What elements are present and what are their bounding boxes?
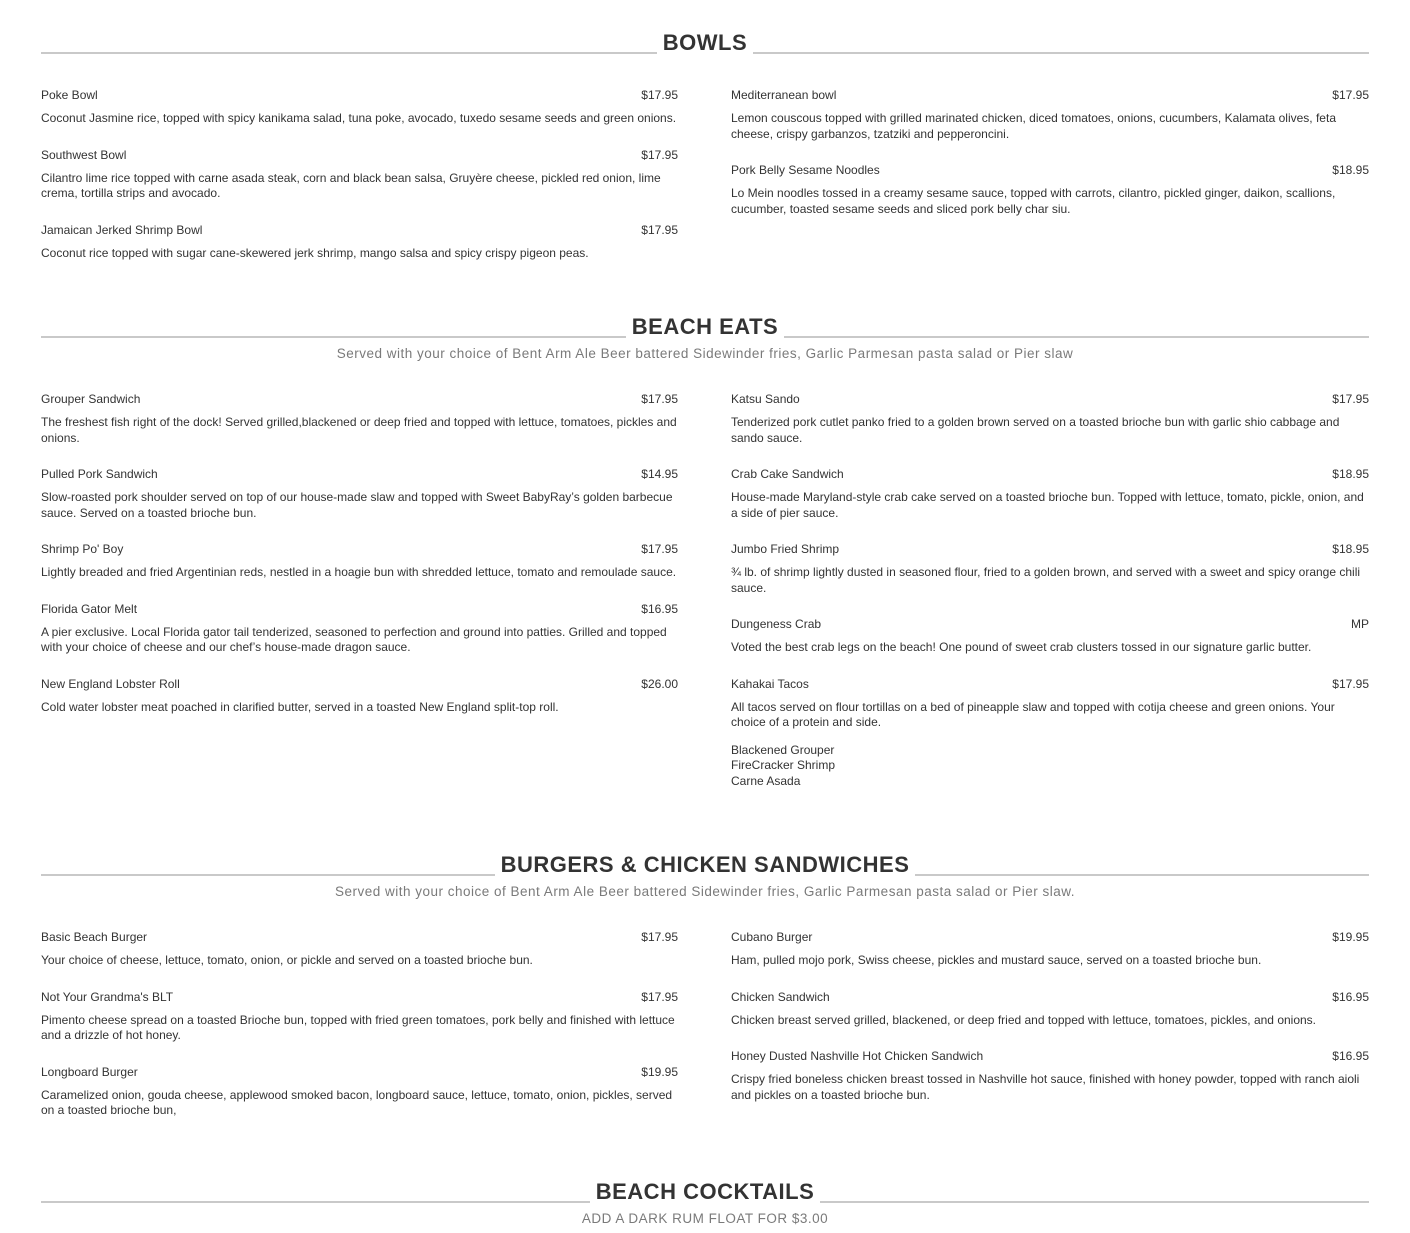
section-title: BOWLS xyxy=(657,30,753,56)
menu-item xyxy=(731,87,1369,142)
item-description: Coconut rice topped with sugar cane-skewered jerk shrimp, mango salsa and spicy crispy pigeon peas. xyxy=(41,245,589,260)
menu-item xyxy=(41,541,678,581)
item-name: Crab Cake Sandwich xyxy=(731,467,844,481)
item-name: Katsu Sando xyxy=(731,392,800,406)
item-name: Southwest Bowl xyxy=(41,147,127,162)
item-description: Chicken breast served grilled, blackened, or deep fried and topped with lettuce, tomatoes, pickles, and onions. xyxy=(731,1012,1317,1027)
menu-item xyxy=(731,162,1369,217)
menu-column-right xyxy=(731,87,1369,237)
item-price: $17.95 xyxy=(641,222,678,237)
item-name: Jamaican Jerked Shrimp Bowl xyxy=(41,222,203,237)
section-header xyxy=(41,1179,1369,1209)
item-name: Pulled Pork Sandwich xyxy=(41,467,158,481)
item-description: A pier exclusive. Local Florida gator tail tenderized, seasoned to perfection and ground into patties. Grilled and topped with your choice of cheese and our chef’s house-made dragon sauce. xyxy=(41,624,667,654)
item-name: Basic Beach Burger xyxy=(41,930,148,944)
item-price: $17.95 xyxy=(641,989,678,1004)
section-header xyxy=(41,30,1369,60)
option: Carne Asada xyxy=(731,773,801,788)
section-beach-eats xyxy=(41,314,1369,788)
menu-item xyxy=(41,601,678,656)
menu-item xyxy=(41,391,678,446)
item-description: House-made Maryland-style crab cake served on a toasted brioche bun. Topped with lettuce, tomato, pickle, onion, and a side of pier sauce. xyxy=(731,490,1364,520)
item-name: Pork Belly Sesame Noodles xyxy=(731,163,880,177)
menu-item xyxy=(731,929,1369,969)
item-description: Cilantro lime rice topped with carne asada steak, corn and black bean salsa, Gruyère cheese, pickled red onion, lime crema, tortilla strips and avocado. xyxy=(41,170,661,200)
menu-column-left xyxy=(41,87,678,281)
menu-item xyxy=(41,929,678,969)
menu-item xyxy=(731,616,1369,656)
menu-item xyxy=(41,989,678,1044)
item-price: $17.95 xyxy=(1332,88,1369,102)
section-subtitle: Served with your choice of Bent Arm Ale Beer battered Sidewinder fries, Garlic Parmesan pasta salad or Pier slaw xyxy=(336,346,1074,361)
item-price: $26.00 xyxy=(641,676,678,691)
item-name: Longboard Burger xyxy=(41,1064,138,1079)
item-description: Tenderized pork cutlet panko fried to a golden brown served on a toasted brioche bun with garlic shio cabbage and sando sauce. xyxy=(731,415,1340,445)
item-price: $18.95 xyxy=(1332,467,1369,481)
item-name: Poke Bowl xyxy=(41,88,98,102)
item-description: Voted the best crab legs on the beach! One pound of sweet crab clusters tossed in our signature garlic butter. xyxy=(731,640,1312,654)
item-name: Cubano Burger xyxy=(731,930,813,944)
menu-item xyxy=(41,87,678,127)
item-description: Cold water lobster meat poached in clarified butter, served in a toasted New England split-top roll. xyxy=(41,699,559,714)
item-name: Honey Dusted Nashville Hot Chicken Sandwich xyxy=(731,1049,984,1063)
item-price: $17.95 xyxy=(641,88,678,102)
item-description: Lo Mein noodles tossed in a creamy sesame sauce, topped with carrots, cilantro, pickled ginger, daikon, scallions, cucumber, toasted sesame seeds and sliced pork belly char siu. xyxy=(731,186,1336,216)
item-name: Not Your Grandma's BLT xyxy=(41,989,174,1004)
section-header xyxy=(41,852,1369,882)
item-price: $17.95 xyxy=(1332,676,1369,691)
item-name: Mediterranean bowl xyxy=(731,88,837,102)
item-price: MP xyxy=(1351,617,1369,631)
item-description: ¾ lb. of shrimp lightly dusted in seasoned flour, fried to a golden brown, and served with a sweet and spicy orange chili sauce. xyxy=(731,565,1361,595)
item-name: Jumbo Fried Shrimp xyxy=(731,542,840,556)
menu-item xyxy=(731,466,1369,521)
item-price: $16.95 xyxy=(1332,1049,1369,1063)
menu-item xyxy=(731,676,1369,790)
item-price: $17.95 xyxy=(641,930,678,944)
item-name: Kahakai Tacos xyxy=(731,676,809,691)
item-price: $16.95 xyxy=(1332,989,1369,1004)
item-description: Slow-roasted pork shoulder served on top of our house-made slaw and topped with Sweet BabyRay’s golden barbecue sauce. Served on a toasted brioche bun. xyxy=(41,490,673,520)
menu-item xyxy=(731,989,1369,1029)
item-description: Lemon couscous topped with grilled marinated chicken, diced tomatoes, onions, cucumbers, Kalamata olives, feta cheese, crispy garbanzos, tzatziki and pepperoncini. xyxy=(731,111,1336,141)
item-description: Your choice of cheese, lettuce, tomato, onion, or pickle and served on a toasted brioche bun. xyxy=(41,953,533,967)
option: FireCracker Shrimp xyxy=(731,758,836,772)
item-price: $17.95 xyxy=(641,392,678,406)
item-description: Coconut Jasmine rice, topped with spicy kanikama salad, tuna poke, avocado, tuxedo sesame seeds and green onions. xyxy=(41,111,677,125)
menu-item xyxy=(41,676,678,716)
item-price: $18.95 xyxy=(1332,163,1369,177)
item-price: $17.95 xyxy=(1332,392,1369,406)
item-price: $14.95 xyxy=(641,467,678,481)
section-subtitle: ADD A DARK RUM FLOAT FOR $3.00 xyxy=(581,1211,829,1226)
item-price: $17.95 xyxy=(641,147,678,162)
section-title: BEACH COCKTAILS xyxy=(590,1179,821,1205)
item-price: $17.95 xyxy=(641,542,678,556)
item-description: All tacos served on flour tortillas on a bed of pineapple slaw and topped with cotija cheese and green onions. Your choice of a protein and side. xyxy=(731,699,1335,729)
item-name: Grouper Sandwich xyxy=(41,392,141,406)
menu-item xyxy=(41,222,678,262)
menu-item xyxy=(41,147,678,202)
item-price: $19.95 xyxy=(1332,930,1369,944)
menu-item xyxy=(731,391,1369,446)
menu-item xyxy=(731,1048,1369,1103)
section-title: BURGERS & CHICKEN SANDWICHES xyxy=(495,852,916,878)
section-subtitle: Served with your choice of Bent Arm Ale Beer battered Sidewinder fries, Garlic Parmesan pasta salad or Pier slaw. xyxy=(334,884,1076,899)
item-description: Caramelized onion, gouda cheese, applewood smoked bacon, longboard sauce, lettuce, tomato, onion, pickles, served on a toasted brioche bun, xyxy=(41,1087,673,1117)
item-name: Shrimp Po' Boy xyxy=(41,542,124,556)
item-options xyxy=(731,743,1369,790)
menu-column-right xyxy=(731,929,1369,1123)
item-description: Pimento cheese spread on a toasted Brioche bun, topped with fried green tomatoes, pork belly and finished with lettuce and a drizzle of hot honey. xyxy=(41,1012,675,1042)
item-name: Chicken Sandwich xyxy=(731,989,830,1004)
item-description: Crispy fried boneless chicken breast tossed in Nashville hot sauce, finished with honey powder, topped with ranch aioli and pickles on a toasted brioche bun. xyxy=(731,1072,1360,1102)
section-header xyxy=(41,314,1369,344)
menu-column-left xyxy=(41,929,678,1139)
section-burgers xyxy=(41,852,1369,1117)
menu-item xyxy=(731,541,1369,596)
option: Blackened Grouper xyxy=(731,742,835,757)
menu-column-left xyxy=(41,391,678,735)
menu-item xyxy=(41,466,678,521)
item-price: $16.95 xyxy=(641,601,678,616)
item-price: $18.95 xyxy=(1332,542,1369,556)
section-cocktails xyxy=(41,1179,1369,1226)
item-name: New England Lobster Roll xyxy=(41,676,180,691)
item-description: The freshest fish right of the dock! Served grilled,blackened or deep fried and topped with lettuce, tomatoes, pickles and onions. xyxy=(41,415,677,445)
item-description: Lightly breaded and fried Argentinian reds, nestled in a hoagie bun with shredded lettuce, tomato and remoulade sauce. xyxy=(41,565,677,579)
item-name: Dungeness Crab xyxy=(731,617,822,631)
item-price: $19.95 xyxy=(641,1064,678,1079)
item-name: Florida Gator Melt xyxy=(41,601,138,616)
menu-item xyxy=(41,1064,678,1119)
menu-column-right xyxy=(731,391,1369,809)
section-bowls xyxy=(41,30,1369,260)
item-description: Ham, pulled mojo pork, Swiss cheese, pickles and mustard sauce, served on a toasted brioche bun. xyxy=(731,953,1262,967)
section-title: BEACH EATS xyxy=(626,314,784,340)
